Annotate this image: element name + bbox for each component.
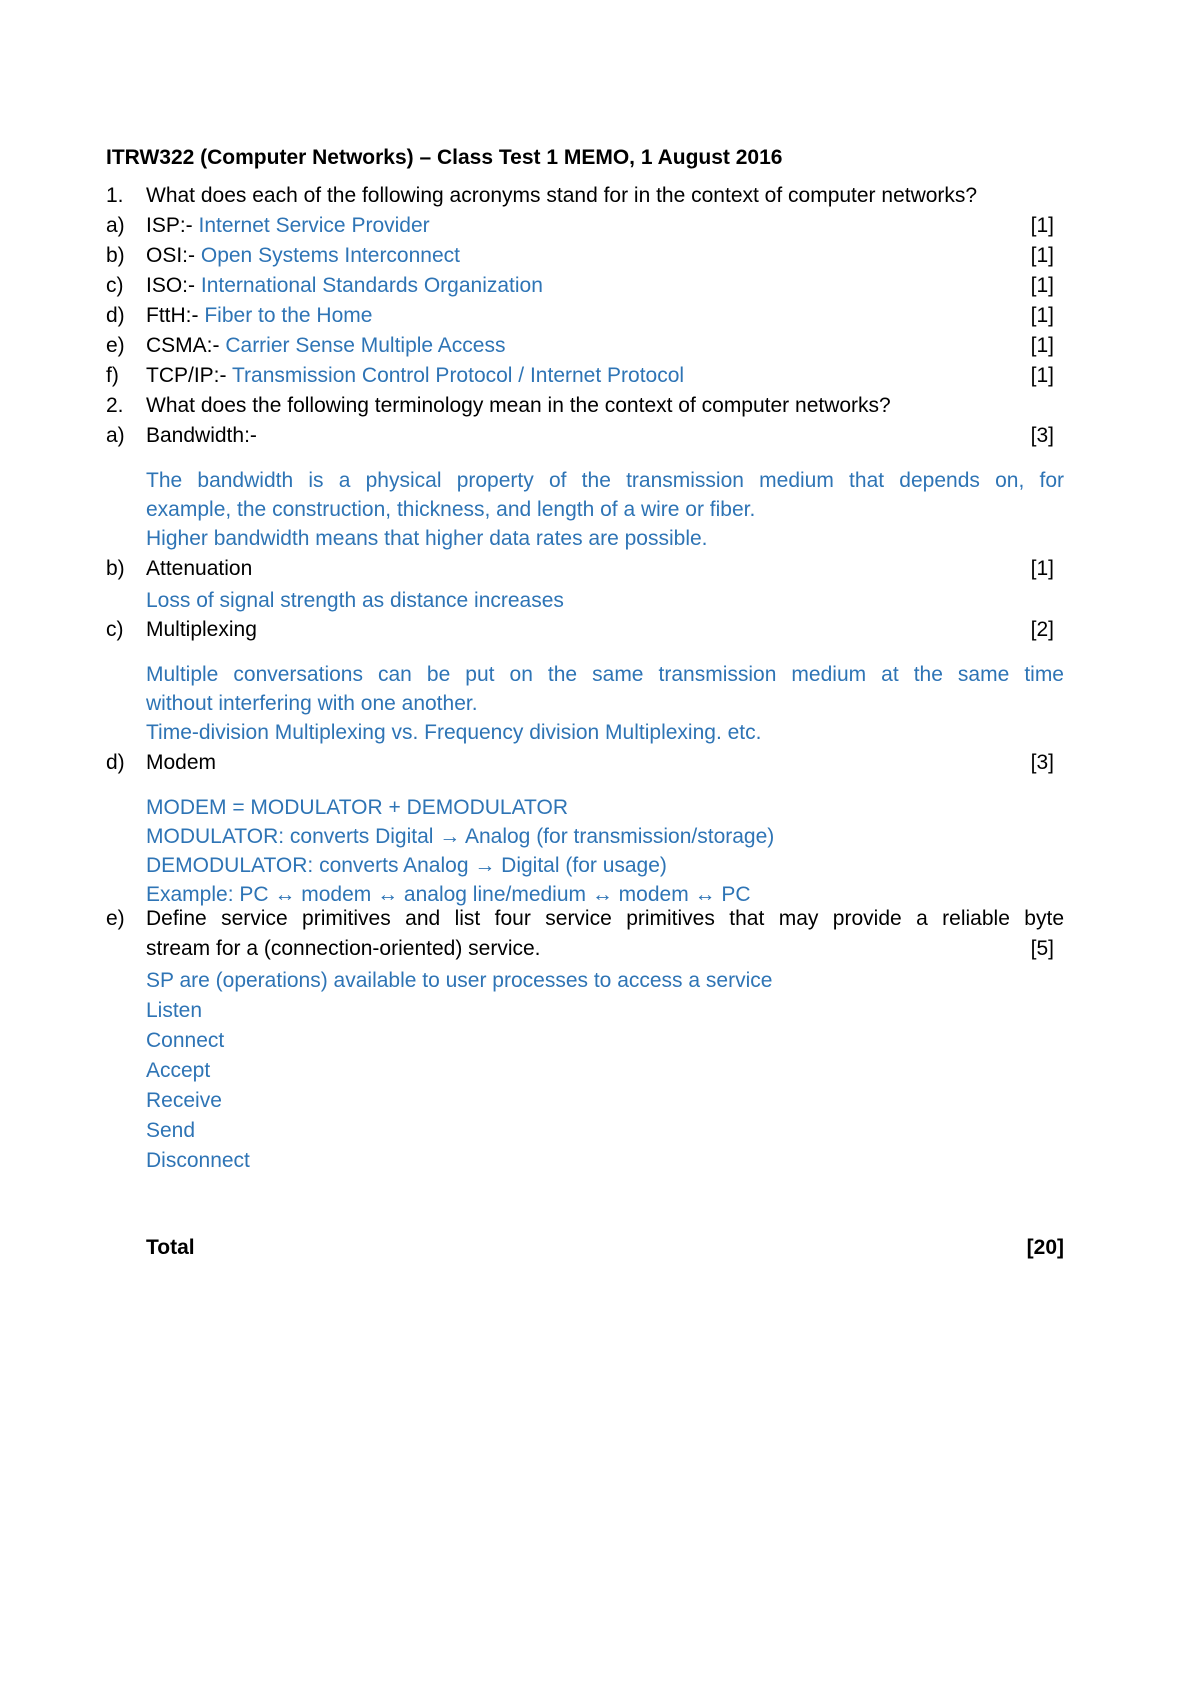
item-label: b) bbox=[106, 557, 125, 580]
total-row bbox=[106, 1233, 1064, 1263]
acronym-item-ftth bbox=[106, 301, 1064, 331]
item-label: a) bbox=[106, 214, 125, 237]
item-label: b) bbox=[106, 244, 125, 267]
answer-line: Time-division Multiplexing vs. Frequency division Multiplexing. etc. bbox=[146, 721, 762, 744]
total-label: Total bbox=[146, 1236, 195, 1259]
answer-line: The bandwidth is a physical property of the transmission medium that depends on, for bbox=[146, 469, 1064, 492]
item-mark: [2] bbox=[1030, 618, 1054, 641]
acronym-item-csma bbox=[106, 331, 1064, 361]
term-name: Bandwidth:- bbox=[146, 424, 257, 447]
term-name: Attenuation bbox=[146, 557, 253, 580]
modem-answer bbox=[146, 793, 1064, 909]
question-1 bbox=[106, 181, 1064, 211]
acronym-term: CSMA:- bbox=[146, 334, 220, 357]
item-mark: [1] bbox=[1030, 364, 1054, 387]
item-label: e) bbox=[106, 334, 125, 357]
acronym-item-isp bbox=[106, 211, 1064, 241]
acronym-answer: Carrier Sense Multiple Access bbox=[225, 334, 506, 357]
item-mark: [1] bbox=[1030, 334, 1054, 357]
acronym-item-osi bbox=[106, 241, 1064, 271]
term-attenuation bbox=[106, 554, 1064, 584]
attenuation-answer bbox=[146, 586, 1064, 615]
multiplexing-answer bbox=[146, 660, 1064, 747]
item-mark: [1] bbox=[1030, 557, 1054, 580]
acronym-term: OSI:- bbox=[146, 244, 196, 267]
total-mark: [20] bbox=[1026, 1236, 1064, 1259]
primitive-connect: Connect bbox=[146, 1029, 225, 1052]
item-mark: [1] bbox=[1030, 214, 1054, 237]
item-label: a) bbox=[106, 424, 125, 447]
answer-line: DEMODULATOR: converts Analog → Digital (for usage) bbox=[146, 854, 667, 877]
primitive-disconnect: Disconnect bbox=[146, 1149, 250, 1172]
answer-line: MODULATOR: converts Digital → Analog (for transmission/storage) bbox=[146, 825, 775, 848]
acronym-answer: Open Systems Interconnect bbox=[200, 244, 460, 267]
acronym-answer: International Standards Organization bbox=[200, 274, 543, 297]
answer-line: Higher bandwidth means that higher data rates are possible. bbox=[146, 527, 708, 550]
question-2 bbox=[106, 391, 1064, 421]
primitive-accept: Accept bbox=[146, 1059, 211, 1082]
item-mark: [3] bbox=[1030, 424, 1054, 447]
item-mark: [1] bbox=[1030, 244, 1054, 267]
item-label: e) bbox=[106, 907, 125, 930]
answer-intro: SP are (operations) available to user processes to access a service bbox=[146, 969, 773, 992]
item-mark: [5] bbox=[1030, 937, 1054, 960]
bandwidth-answer bbox=[146, 466, 1064, 553]
question-line: Define service primitives and list four service primitives that may provide a reliable byte bbox=[146, 907, 1064, 930]
acronym-item-iso bbox=[106, 271, 1064, 301]
term-name: Modem bbox=[146, 751, 217, 774]
term-modem bbox=[106, 748, 1064, 778]
item-label: f) bbox=[106, 364, 119, 387]
item-label: d) bbox=[106, 304, 125, 327]
term-bandwidth bbox=[106, 421, 1064, 451]
service-primitives-question bbox=[106, 904, 1064, 934]
acronym-answer: Internet Service Provider bbox=[198, 214, 430, 237]
item-label: c) bbox=[106, 274, 124, 297]
acronym-answer: Transmission Control Protocol / Internet Protocol bbox=[231, 364, 685, 387]
item-mark: [1] bbox=[1030, 274, 1054, 297]
primitive-send: Send bbox=[146, 1119, 196, 1142]
service-primitives-answer bbox=[146, 966, 1064, 1176]
item-mark: [1] bbox=[1030, 304, 1054, 327]
acronym-term: ISP:- bbox=[146, 214, 193, 237]
question-text: What does the following terminology mean in the context of computer networks? bbox=[146, 394, 891, 417]
item-mark: [3] bbox=[1030, 751, 1054, 774]
document-title: ITRW322 (Computer Networks) – Class Test 1 MEMO, 1 August 2016 bbox=[106, 146, 783, 169]
acronym-item-tcpip bbox=[106, 361, 1064, 391]
acronym-term: ISO:- bbox=[146, 274, 196, 297]
primitive-listen: Listen bbox=[146, 999, 203, 1022]
answer-line: MODEM = MODULATOR + DEMODULATOR bbox=[146, 796, 568, 819]
term-multiplexing bbox=[106, 615, 1064, 645]
primitive-receive: Receive bbox=[146, 1089, 222, 1112]
acronym-answer: Fiber to the Home bbox=[204, 304, 373, 327]
service-primitives-question-cont bbox=[106, 934, 1064, 964]
question-number: 1. bbox=[106, 184, 124, 207]
acronym-term: FttH:- bbox=[146, 304, 199, 327]
acronym-term: TCP/IP:- bbox=[146, 364, 227, 387]
question-text: What does each of the following acronyms stand for in the context of computer networks? bbox=[146, 184, 978, 207]
answer-line: example, the construction, thickness, and length of a wire or fiber. bbox=[146, 498, 756, 521]
answer-line: Loss of signal strength as distance increases bbox=[146, 589, 564, 612]
answer-line: without interfering with one another. bbox=[146, 692, 478, 715]
answer-line: Multiple conversations can be put on the same transmission medium at the same time bbox=[146, 663, 1064, 686]
item-label: c) bbox=[106, 618, 124, 641]
term-name: Multiplexing bbox=[146, 618, 257, 641]
question-line: stream for a (connection-oriented) service. bbox=[146, 937, 541, 960]
item-label: d) bbox=[106, 751, 125, 774]
answer-line: Example: PC ↔ modem ↔ analog line/medium ↔ modem ↔ PC bbox=[146, 883, 751, 906]
question-number: 2. bbox=[106, 394, 124, 417]
